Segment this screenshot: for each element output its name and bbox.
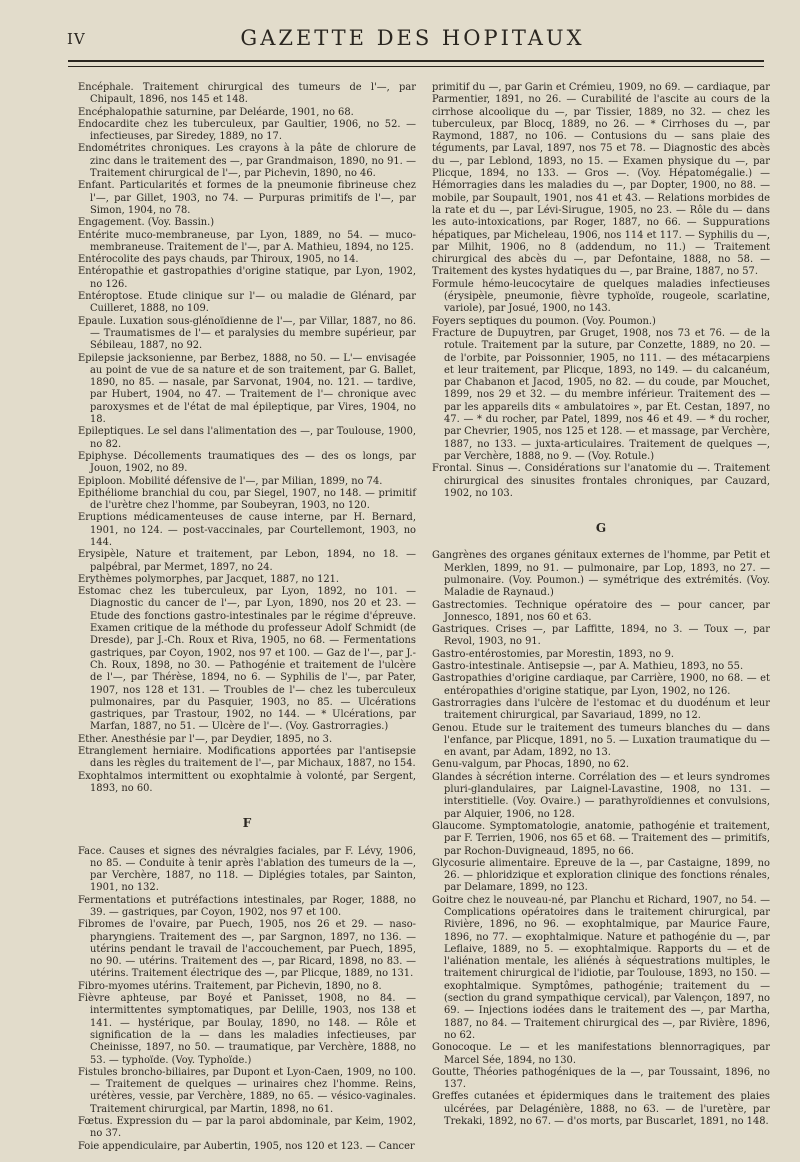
- index-entry: Gonocoque. Le — et les manifestations blennorragiques, par Marcel Sée, 1894, no 130.: [432, 1042, 770, 1066]
- section-letter-f: F: [242, 816, 252, 831]
- index-entry: Epaule. Luxation sous-glénoïdienne de l'—, par Villar, 1887, no 86. — Traumatismes de l'— et paralysies du membre supérieur, par Sébileau, 1887, no 92.: [78, 315, 416, 352]
- index-entry: Gastriques. Crises —, par Laffitte, 1894, no 3. — Toux —, par Revol, 1903, no 91.: [432, 624, 770, 648]
- index-entry: Gastrectomies. Technique opératoire des — pour cancer, par Jonnesco, 1891, nos 60 et 63.: [432, 599, 770, 623]
- index-entry: Gastrorragies dans l'ulcère de l'estomac et du duodénum et leur traitement chirurgical, par Savariaud, 1899, no 12.: [432, 697, 770, 722]
- index-entry: Glycosurie alimentaire. Epreuve de la —, par Castaigne, 1899, no 26. — phloridzique et exploration clinique des fonctions rénales, par Delamare, 1899, no 123.: [432, 857, 770, 894]
- index-entry: Ether. Anesthésie par l'—, par Deydier, 1895, no 3.: [78, 733, 333, 745]
- index-entry-continued: primitif du —, par Garin et Crémieu, 1909, no 69. — cardiaque, par Parmentier, 1891, no 26. — Curabilité de l'ascite au cours de la cirrhose alcoolique du —, par Tissier, 1889, no 32. — chez les tuberculeux, par Blocq, 1889, no 26. — * Cirrhoses du —, par Raymond, 1887, no 106. — Contusions du — sans plaie des téguments, par Laval, 1897, nos 75 et 78. — Diagnostic des abcès du —, par Leblond, 1893, no 15. — Examen physique du —, par Plicque, 1894, no 133. — Gros —. (Voy. Hépatomégalie.) — Hémorragies dans les maladies du —, par Dopter, 1900, no 88. — mobile, par Soupault, 1901, nos 41 et 43. — Relations morbides de la rate et du —, par Lévi-Sirugue, 1905, no 23. — Rôle du — dans les auto-intoxications, par Roger, 1887, no 66. — Suppurations hépatiques, par Micheleau, 1906, nos 114 et 117. — Syphilis du —, par Milhit, 1906, no 8 (addendum, no 11.) — Traitement chirurgical des abcès du —, par Defontaine, 1888, no 58. — Traitement des kystes hydatiques du —, par Braine, 1887, no 57.: [432, 82, 770, 278]
- index-entry: Erythèmes polymorphes, par Jacquet, 1887, no 121.: [78, 573, 340, 585]
- journal-title: GAZETTE DES HOPITAUX: [240, 26, 585, 50]
- index-entry: Epiploon. Mobilité défensive de l'—, par Milian, 1899, no 74.: [78, 475, 383, 487]
- index-entry: Glaucome. Symptomatologie, anatomie, pathogénie et traitement, par F. Terrien, 1906, nos 65 et 68. — Traitement des — primitifs, par Rochon-Duvigneaud, 1895, no 66.: [432, 820, 770, 857]
- index-entry: Fœtus. Expression du — par la paroi abdominale, par Keim, 1902, no 37.: [78, 1116, 416, 1140]
- index-entry: Entéroptose. Etude clinique sur l'— ou maladie de Glénard, par Cuilleret, 1888, no 109.: [78, 291, 416, 315]
- index-entry: Epileptiques. Le sel dans l'alimentation des —, par Toulouse, 1900, no 82.: [78, 426, 416, 450]
- index-entry: Fermentations et putréfactions intestinales, par Roger, 1888, no 39. — gastriques, par Coyon, 1902, nos 97 et 100.: [78, 894, 416, 918]
- header-rule: [68, 60, 764, 67]
- index-entry: Fibromes de l'ovaire, par Puech, 1905, nos 26 et 29. — naso-pharyngiens. Traitement des —, par Sargnon, 1897, no 136. — utérins pendant le travail de l'accouchement, par Puech, 1895, no 90. — utérins. Traitement des —, par Ricard, 1898, no 83. — utérins. Traitement électrique des —, par Plicque, 1889, no 131.: [78, 919, 416, 980]
- index-entry: Encéphale. Traitement chirurgical des tumeurs de l'—, par Chipault, 1896, nos 145 et 148.: [78, 82, 416, 106]
- index-entry: Engagement. (Voy. Bassin.): [78, 217, 215, 229]
- index-entry: Entéropathie et gastropathies d'origine statique, par Lyon, 1902, no 126.: [78, 266, 416, 290]
- index-entry: Endométrites chroniques. Les crayons à la pâte de chlorure de zinc dans le traitement des —, par Grandmaison, 1890, no 91. — Traitement chirurgical de l'—, par Pichevin, 1890, no 46.: [78, 143, 416, 180]
- index-entry: Gastro-entérostomies, par Morestin, 1893, no 9.: [432, 648, 674, 660]
- index-entry: Fistules broncho-biliaires, par Dupont et Lyon-Caen, 1909, no 100. — Traitement de quelques — urinaires chez l'homme. Reins, urétères, vessie, par Verchère, 1889, no 65. — vésico-vaginales. Traitement chirurgical, par Martin, 1898, no 61.: [78, 1066, 416, 1115]
- index-entry: Greffes cutanées et épidermiques dans le traitement des plaies ulcérées, par Delagénière, 1888, no 63. — de l'uretère, par Trekaki, 1892, no 67. — d'os morts, par Buscarlet, 1891, no 148.: [432, 1091, 770, 1128]
- index-entry: Gastro-intestinale. Antisepsie —, par A. Mathieu, 1893, no 55.: [432, 661, 744, 673]
- page-number: IV: [67, 30, 86, 48]
- index-entry: Endocardite chez les tuberculeux, par Gaultier, 1906, no 52. — infectieuses, par Siredey, 1889, no 17.: [78, 118, 416, 143]
- section-letter-g: G: [595, 521, 607, 536]
- index-entry: Goutte, Théories pathogéniques de la —, par Toussaint, 1896, no 137.: [432, 1066, 770, 1091]
- index-entry: Epilepsie jacksonienne, par Berbez, 1888, no 50. — L'— envisagée au point de vue de sa nature et de son traitement, par G. Ballet, 1890, no 85. — nasale, par Sarvonat, 1904, no. 121. — tardive, par Hubert, 1904, no 47. — Traitement de l'— chronique avec paroxysmes et de l'état de mal épileptique, par Vires, 1904, no 18.: [78, 352, 416, 426]
- index-entry: Frontal. Sinus —. Considérations sur l'anatomie du —. Traitement chirurgical des sinusites frontales chroniques, par Cauzard, 1902, no 103.: [432, 463, 770, 499]
- index-entry: Exophtalmos intermittent ou exophtalmie à volonté, par Sergent, 1893, no 60.: [78, 770, 416, 794]
- index-entry: Epithéliome branchial du cou, par Siegel, 1907, no 148. — primitif de l'urètre chez l'homme, par Soubeyran, 1903, no 120.: [78, 487, 416, 512]
- index-entry: Gangrènes des organes génitaux externes de l'homme, par Petit et Merklen, 1899, no 91. — pulmonaire, par Lop, 1893, no 27. — pulmonaire. (Voy. Poumon.) — symétrique des extrémités. (Voy. Maladie de Raynaud.): [432, 550, 770, 599]
- index-entry: Epiphyse. Décollements traumatiques des — des os longs, par Jouon, 1902, no 89.: [78, 450, 416, 475]
- right-column: [432, 82, 770, 1128]
- index-entry: Fièvre aphteuse, par Boyé et Panisset, 1908, no 84. — intermittentes symptomatiques, par Delille, 1903, nos 138 et 141. — hystérique, par Boulay, 1890, no 148. — Rôle et signification de la — dans les maladies infectieuses, par Cheinisse, 1897, no 50. — traumatique, par Verchère, 1888, no 53. — typhoïde. (Voy. Typhoïde.): [78, 993, 416, 1066]
- index-entry: Formule hémo-leucocytaire de quelques maladies infectieuses (érysipèle, pneumonie, fièvre typhoïde, rougeole, scarlatine, variole), par Josué, 1900, no 143.: [432, 278, 770, 315]
- index-entry: Foyers septiques du poumon. (Voy. Poumon.): [432, 315, 656, 327]
- index-entry: Fibro-myomes utérins. Traitement, par Pichevin, 1890, no 8.: [78, 980, 382, 992]
- index-entry: Estomac chez les tuberculeux, par Lyon, 1892, no 101. — Diagnostic du cancer de l'—, par Lyon, 1890, nos 20 et 23. — Etude des fonctions gastro-intestinales par le régime d'épreuve. Examen critique de la méthode du professeur Adolf Schmidt (de Dresde), par J.-Ch. Roux et Riva, 1905, no 68. — Fermentations gastriques, par Coyon, 1902, nos 97 et 100. — Gaz de l'—, par J.-Ch. Roux, 1898, no 30. — Pathogénie et traitement de l'ulcère de l'—, par Thérèse, 1894, no 6. — Syphilis de l'—, par Pater, 1907, nos 128 et 131. — Troubles de l'— chez les tuberculeux pulmonaires, par du Pasquier, 1903, no 85. — Ulcérations gastriques, par Trastour, 1902, no 144. — * Ulcérations, par Marfan, 1887, no 51. — Ulcère de l'—. (Voy. Gastrorragies.): [78, 586, 416, 733]
- index-entry: Goitre chez le nouveau-né, par Planchu et Richard, 1907, no 54. — Complications opératoires dans le traitement chirurgical, par Rivière, 1896, no 96. — exophtalmique, par Maurice Faure, 1896, no 77. — exophtalmique. Nature et pathogénie du —, par Leflaive, 1889, no 5. — exophtalmique. Rapports du — et de l'aliénation mentale, les aliénés à séquestrations multiples, le traitement chirurgical de l'idiotie, par Toulouse, 1893, no 150. — exophtalmique. Symptômes, pathogénie; traitement du — (section du grand sympathique cervical), par Valençon, 1897, no 69. — Injections iodées dans le traitement des —, par Martha, 1887, no 84. — Traitement chirurgical des —, par Rivière, 1896, no 62.: [432, 894, 770, 1041]
- left-column: [78, 82, 416, 1153]
- index-entry: Entérite muco-membraneuse, par Lyon, 1889, no 54. — muco-membraneuse. Traitement de l'—, par A. Mathieu, 1894, no 125.: [78, 229, 416, 253]
- index-entry: Enfant. Particularités et formes de la pneumonie fibrineuse chez l'—, par Gillet, 1903, no 74. — Purpuras primitifs de l'—, par Simon, 1904, no 78.: [78, 180, 416, 216]
- index-entry: Encéphalopathie saturnine, par Deléarde, 1901, no 68.: [78, 106, 354, 118]
- index-entry: Etranglement herniaire. Modifications apportées par l'antisepsie dans les règles du traitement de l'—, par Michaux, 1887, no 154.: [78, 746, 416, 770]
- page-header: [55, 14, 770, 54]
- index-entry: Glandes à sécrétion interne. Corrélation des — et leurs syndromes pluri-glandulaires, par Laignel-Lavastine, 1908, no 131. — interstitielle. (Voy. Ovaire.) — parathyroïdiennes et convulsions, par Alquier, 1906, no 128.: [432, 771, 770, 820]
- index-entry: Foie appendiculaire, par Aubertin, 1905, nos 120 et 123. — Cancer: [78, 1140, 415, 1152]
- index-entry: Face. Causes et signes des névralgies faciales, par F. Lévy, 1906, no 85. — Conduite à tenir après l'ablation des tumeurs de la —, par Verchère, 1887, no 118. — Diplégies totales, par Sainton, 1901, no 132.: [78, 845, 416, 894]
- index-entry: Fracture de Dupuytren, par Gruget, 1908, nos 73 et 76. — de la rotule. Traitement par la suture, par Conzette, 1889, no 20. — de l'orbite, par Poissonnier, 1905, no 111. — des métacarpiens et leur traitement, par Plicque, 1893, no 149. — du calcanéum, par Chabanon et Jacod, 1905, no 82. — du coude, par Mouchet, 1899, nos 29 et 32. — du membre inférieur. Traitement des — par les appareils dits « ambulatoires », par Et. Cestan, 1897, no 47. — * du rocher, par Patel, 1899, nos 46 et 49. — * du rocher, par Chevrier, 1905, nos 125 et 128. — et massage, par Verchère, 1887, no 133. — juxta-articulaires. Traitement de quelques —, par Verchère, 1888, no 9. — (Voy. Rotule.): [432, 327, 770, 462]
- index-entry: Entérocolite des pays chauds, par Thiroux, 1905, no 14.: [78, 254, 359, 266]
- index-entry: Eruptions médicamenteuses de cause interne, par H. Bernard, 1901, no 124. — post-vaccinales, par Courtellemont, 1903, no 144.: [78, 512, 416, 548]
- index-entry: Gastropathies d'origine cardiaque, par Carrière, 1900, no 68. — et entéropathies d'origine statique, par Lyon, 1902, no 126.: [432, 673, 770, 697]
- index-entry: Erysipèle, Nature et traitement, par Lebon, 1894, no 18. — palpébral, par Mermet, 1897, no 24.: [78, 549, 416, 573]
- index-entry: Genou. Etude sur le traitement des tumeurs blanches du — dans l'enfance, par Plicque, 1891, no 5. — Luxation traumatique du — en avant, par Adam, 1892, no 13.: [432, 722, 770, 759]
- index-entry: Genu-valgum, par Phocas, 1890, no 62.: [432, 759, 630, 771]
